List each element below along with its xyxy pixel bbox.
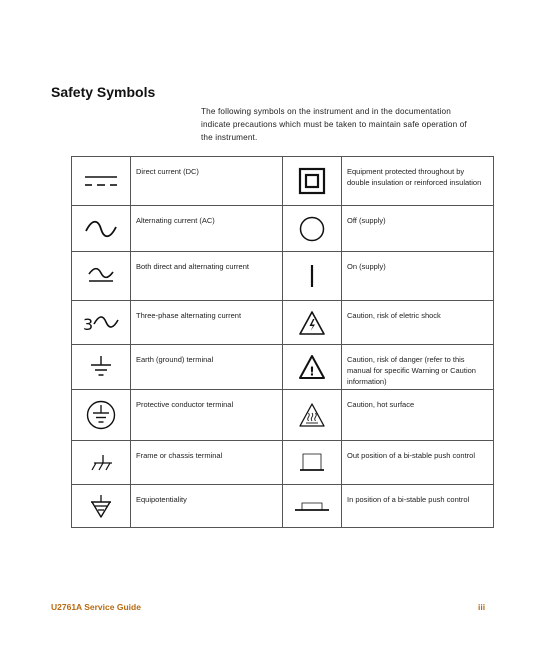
push-control-in-icon <box>292 496 332 516</box>
alternating-current-icon <box>83 219 119 239</box>
double-insulation-icon <box>298 167 326 195</box>
symbol-description: Alternating current (AC) <box>136 216 215 225</box>
table-row <box>72 252 494 301</box>
description-cell <box>131 345 283 390</box>
icon-cell <box>72 301 131 345</box>
symbol-description: Off (supply) <box>347 216 386 225</box>
danger-warning-icon <box>298 354 326 380</box>
description-cell <box>342 301 494 345</box>
symbol-description: In position of a bi-stable push control <box>347 495 470 504</box>
intro-line: the instrument. <box>201 133 258 142</box>
description-cell <box>131 390 283 441</box>
icon-cell <box>72 157 131 206</box>
description-cell <box>131 252 283 301</box>
three-phase-ac-icon <box>81 311 121 335</box>
earth-ground-icon <box>87 354 115 380</box>
footer-page-number: iii <box>478 602 486 612</box>
table-row <box>72 206 494 252</box>
symbol-description: Out position of a bi-stable push control <box>347 451 475 460</box>
symbol-description: Caution, hot surface <box>347 400 415 409</box>
description-cell <box>131 485 283 528</box>
symbol-description: Earth (ground) terminal <box>136 355 214 364</box>
symbol-description: Equipment protected throughout by double insulation or reinforced insulation <box>347 167 482 187</box>
push-control-out-icon <box>295 450 329 476</box>
description-cell <box>131 301 283 345</box>
description-cell <box>342 252 494 301</box>
symbol-description: Frame or chassis terminal <box>136 451 223 460</box>
page-title: Safety Symbols <box>51 84 156 100</box>
icon-cell <box>283 390 342 441</box>
description-cell <box>342 345 494 390</box>
icon-cell <box>72 252 131 301</box>
off-supply-icon <box>298 215 326 243</box>
symbol-description: Caution, risk of danger (refer to this manual for specific Warning or Caution information) <box>347 355 476 386</box>
symbol-description: Both direct and alternating current <box>136 262 249 271</box>
icon-cell <box>283 252 342 301</box>
table-row <box>72 345 494 390</box>
symbol-description: Direct current (DC) <box>136 167 199 176</box>
table-row <box>72 485 494 528</box>
direct-current-icon <box>81 171 121 191</box>
icon-cell <box>283 301 342 345</box>
icon-cell <box>283 206 342 252</box>
hot-surface-warning-icon <box>298 402 326 428</box>
description-cell <box>131 441 283 485</box>
icon-cell <box>72 390 131 441</box>
icon-cell <box>283 441 342 485</box>
description-cell <box>342 206 494 252</box>
icon-cell <box>72 206 131 252</box>
equipotentiality-icon <box>87 493 115 519</box>
table-row <box>72 301 494 345</box>
intro-line: indicate precautions which must be taken to maintain safe operation of <box>201 120 467 129</box>
safety-symbols-table <box>71 156 494 528</box>
description-cell <box>342 157 494 206</box>
table-row <box>72 157 494 206</box>
icon-cell <box>283 345 342 390</box>
description-cell <box>131 157 283 206</box>
electric-shock-warning-icon <box>298 310 326 336</box>
icon-cell <box>283 485 342 528</box>
description-cell <box>342 485 494 528</box>
table-row <box>72 390 494 441</box>
description-cell <box>342 390 494 441</box>
icon-cell <box>72 441 131 485</box>
intro-line: The following symbols on the instrument and in the documentation <box>201 107 451 116</box>
icon-cell <box>72 345 131 390</box>
icon-cell <box>283 157 342 206</box>
table-row <box>72 441 494 485</box>
symbol-description: Equipotentiality <box>136 495 187 504</box>
footer-guide-title: U2761A Service Guide <box>51 602 141 612</box>
chassis-terminal-icon <box>86 451 116 475</box>
intro-paragraph <box>201 105 501 144</box>
symbol-description: Three-phase alternating current <box>136 311 242 320</box>
symbol-description: On (supply) <box>347 262 386 271</box>
symbol-description: Protective conductor terminal <box>136 400 234 409</box>
symbol-description: Caution, risk of eletric shock <box>347 311 441 320</box>
three-phase-digit: 3 <box>83 314 94 334</box>
protective-conductor-icon <box>85 399 117 431</box>
icon-cell <box>72 485 131 528</box>
on-supply-icon <box>307 262 317 290</box>
description-cell <box>342 441 494 485</box>
ac-dc-icon <box>85 266 117 286</box>
description-cell <box>131 206 283 252</box>
exclamation-mark: ! <box>309 364 315 379</box>
